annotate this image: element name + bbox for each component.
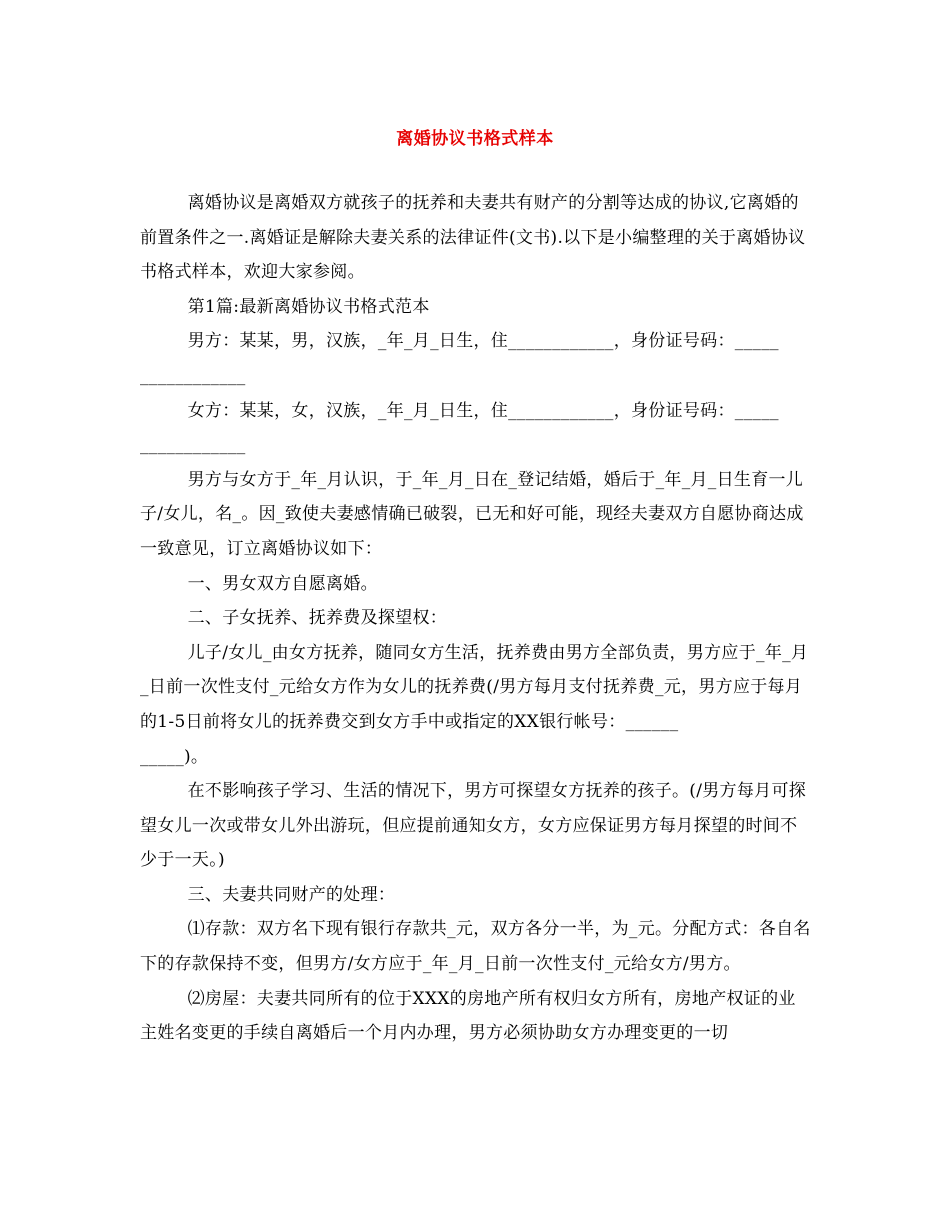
document-body — [140, 186, 812, 1051]
male-id-continuation: ____________ — [140, 365, 246, 386]
clause-2-heading: 二、子女抚养、抚养费及探望权： — [187, 608, 448, 629]
intro-paragraph: 离婚协议是离婚双方就孩子的抚养和夫妻共有财产的分割等达成的协议,它离婚的前置条件之一.离婚证是解除夫妻关系的法律证件(文书).以下是小编整理的关于离婚协议书格式样本，欢迎大家参阅。 — [140, 193, 806, 283]
savings-paragraph: ⑴存款：双方名下现有银行存款共_元，双方各分一半，为_元。分配方式：各自名下的存款保持不变，但男方/女方应于_年_月_日前一次性支付_元给女方/男方。 — [140, 919, 811, 975]
document-title: 离婚协议书格式样本 — [396, 129, 554, 149]
custody-continuation: _____)。 — [140, 746, 209, 767]
marriage-background-paragraph: 男方与女方于_年_月认识，于_年_月_日在_登记结婚，婚后于_年_月_日生育一儿子/女儿，名_。因_致使夫妻感情确已破裂，已无和好可能，现经夫妻双方自愿协商达成一致意见，订立离婚协议如下： — [140, 469, 804, 559]
custody-paragraph: 儿子/女儿_由女方抚养，随同女方生活，抚养费由男方全部负责，男方应于_年_月_日前一次性支付_元给女方作为女儿的抚养费(/男方每月支付抚养费_元，男方应于每月的1-5日前将女儿的抚养费交到女方手中或指定的XX银行帐号：______ — [140, 642, 809, 732]
visitation-paragraph: 在不影响孩子学习、生活的情况下，男方可探望女方抚养的孩子。(/男方每月可探望女儿一次或带女儿外出游玩，但应提前通知女方，女方应保证男方每月探望的时间不少于一天。) — [140, 781, 807, 871]
female-id-continuation: ____________ — [140, 435, 246, 456]
clause-3-heading: 三、夫妻共同财产的处理： — [187, 884, 396, 905]
section-heading: 第1篇:最新离婚协议书格式范本 — [187, 296, 430, 317]
clause-1: 一、男女双方自愿离婚。 — [187, 573, 378, 594]
male-party-line: 男方：某某，男，汉族，_年_月_日生，住____________，身份证号码：_____ — [187, 331, 779, 352]
female-party-line: 女方：某某，女，汉族，_年_月_日生，住____________，身份证号码：_____ — [187, 400, 779, 421]
house-paragraph: ⑵房屋：夫妻共同所有的位于XXX的房地产所有权归女方所有，房地产权证的业主姓名变更的手续自离婚后一个月内办理，男方必须协助女方办理变更的一切 — [140, 988, 796, 1044]
